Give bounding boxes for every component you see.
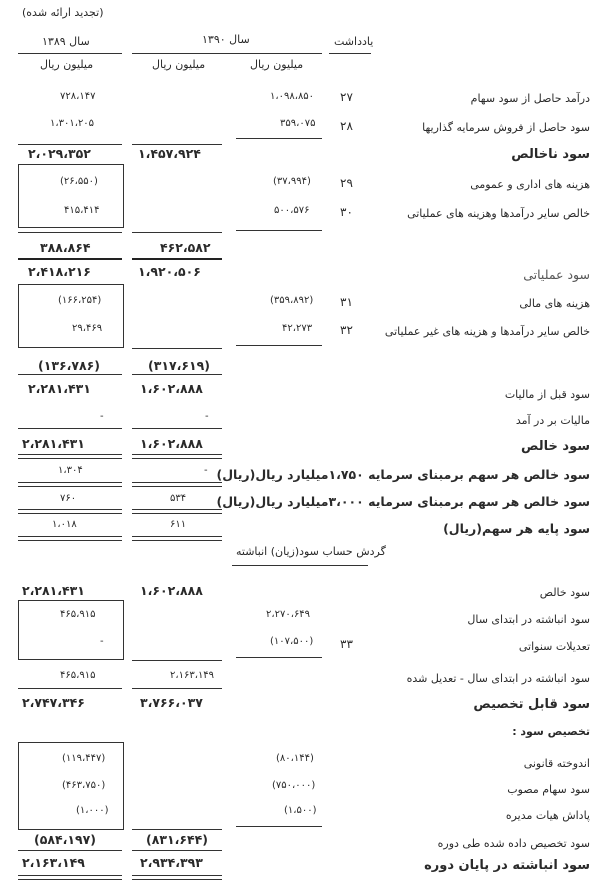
rule xyxy=(132,232,222,233)
row-label: خالص سایر درآمدها وهزینه های عملیاتی xyxy=(407,207,590,220)
rule xyxy=(132,374,222,375)
row-1390: ۳،۷۶۶،۰۳۷ xyxy=(140,695,203,710)
row-label: سود قبل از مالیات xyxy=(504,388,590,401)
row-label: اندوخته قانونی xyxy=(523,757,590,770)
row-label: هزینه های اداری و عمومی xyxy=(470,178,590,191)
row-1389: ۳۸۸،۸۶۴ xyxy=(40,240,91,255)
row-1390: ۱،۹۲۰،۵۰۶ xyxy=(138,264,201,279)
rule xyxy=(132,258,222,260)
row-detail: (۱،۵۰۰) xyxy=(284,805,317,816)
row-detail: (۷۵۰،۰۰۰) xyxy=(272,780,316,791)
double-rule xyxy=(18,536,122,541)
unit-detail-header: میلیون ریال xyxy=(250,58,304,71)
note-column-header: یادداشت xyxy=(334,35,374,48)
row-1389: ۱،۳۰۱،۲۰۵ xyxy=(50,118,95,129)
rule xyxy=(18,258,122,260)
row-1389: (۵۸۴،۱۹۷) xyxy=(34,832,96,847)
row-label: درآمد حاصل از سود سهام xyxy=(470,92,590,105)
year-1389-header-rule xyxy=(18,53,122,54)
row-1389: ۴۶۵،۹۱۵ xyxy=(60,609,96,620)
year-1390-header-rule xyxy=(132,53,322,54)
row-detail: ۵۰۰،۵۷۶ xyxy=(274,205,310,216)
row-detail: ۲،۲۷۰،۶۴۹ xyxy=(266,609,311,620)
rule xyxy=(18,850,122,851)
row-note: ۲۹ xyxy=(340,176,353,190)
row-label: سود انباشته در ابتدای سال xyxy=(467,613,590,626)
rule xyxy=(132,688,222,689)
row-1389: ۱،۰۱۸ xyxy=(52,519,77,530)
double-rule xyxy=(132,536,222,541)
row-1389: (۱۳۶،۷۸۶) xyxy=(38,358,100,373)
row-detail: (۳۷،۹۹۴) xyxy=(273,176,311,187)
row-label: سود سهام مصوب xyxy=(507,783,590,796)
row-1389: (۱،۰۰۰) xyxy=(76,805,109,816)
row-1390: ۲،۹۳۴،۳۹۳ xyxy=(140,855,203,870)
row-1389: - xyxy=(100,411,104,422)
row-detail: ۴۲،۲۷۳ xyxy=(282,323,313,334)
rule xyxy=(132,850,222,851)
double-rule xyxy=(18,482,122,487)
allocation-heading: تخصیص سود : xyxy=(512,725,590,738)
row-1390: ۱،۴۵۷،۹۲۴ xyxy=(138,146,201,161)
restated-note: (تجدید ارائه شده) xyxy=(22,6,104,19)
row-detail: (۸۰،۱۴۴) xyxy=(276,753,314,764)
row-detail: ۳۵۹،۰۷۵ xyxy=(280,118,316,129)
rule xyxy=(132,348,222,349)
row-detail: ۱،۰۹۸،۸۵۰ xyxy=(270,91,315,102)
row-1389: ۱،۳۰۴ xyxy=(58,465,83,476)
row-1390: ۵۳۴ xyxy=(170,493,187,504)
unit-1390-header: میلیون ریال xyxy=(152,58,206,71)
double-rule xyxy=(132,482,222,487)
row-label: سود انباشته در ابتدای سال - تعدیل شده xyxy=(406,672,590,685)
row-1390: - xyxy=(204,465,208,476)
row-detail: (۳۵۹،۸۹۲) xyxy=(270,295,314,306)
row-1390: ۴۶۲،۵۸۲ xyxy=(160,240,211,255)
retained-earnings-end-label: سود انباشته در پایان دوره xyxy=(424,858,590,873)
net-profit-label: سود خالص xyxy=(521,439,590,454)
double-rule xyxy=(132,509,222,514)
double-rule xyxy=(132,454,222,459)
subtotal-rule xyxy=(236,230,322,231)
retained-earnings-section-title: گردش حساب سود(زیان) انباشته xyxy=(236,545,386,558)
row-1389: ۲،۱۶۳،۱۴۹ xyxy=(22,855,85,870)
double-rule xyxy=(132,875,222,880)
rule xyxy=(18,428,122,429)
distributable-profit-label: سود قابل تخصیص xyxy=(473,697,590,712)
row-1389: ۲،۷۴۷،۳۴۶ xyxy=(22,695,85,710)
row-label: سود حاصل از فروش سرمایه گذاریها xyxy=(422,121,590,134)
unit-1389-header: میلیون ریال xyxy=(40,58,94,71)
row-label: مالیات بر در آمد xyxy=(515,414,590,427)
rule xyxy=(132,829,222,830)
row-1390: ۱،۶۰۲،۸۸۸ xyxy=(140,381,203,396)
row-1390: ۱،۶۰۲،۸۸۸ xyxy=(140,436,203,451)
row-1389: ۲،۴۱۸،۲۱۶ xyxy=(28,264,91,279)
double-rule xyxy=(18,875,122,880)
year-1390-header: سال ۱۳۹۰ xyxy=(202,33,250,46)
box-1389 xyxy=(18,284,124,348)
subtotal-rule xyxy=(236,826,322,827)
eps-1750-label: سود خالص هر سهم برمبنای سرمایه ۱،۷۵۰میلیارد ریال(ریال) xyxy=(216,467,590,482)
row-1390: ۱،۶۰۲،۸۸۸ xyxy=(140,583,203,598)
rule xyxy=(18,232,122,233)
row-1389: ۴۱۵،۴۱۴ xyxy=(64,205,100,216)
operating-profit-label: سود عملیاتی xyxy=(523,267,590,282)
rule xyxy=(18,688,122,689)
row-1389: ۴۶۵،۹۱۵ xyxy=(60,670,96,681)
row-label: سود خالص xyxy=(539,586,590,599)
row-note: ۲۸ xyxy=(340,119,353,133)
row-note: ۳۰ xyxy=(340,205,353,219)
row-label: پاداش هیات مدیره xyxy=(505,809,590,822)
row-1389: (۱۱۹،۴۴۷) xyxy=(62,753,106,764)
rule xyxy=(132,428,222,429)
row-label: سود تخصیص داده شده طی دوره xyxy=(437,837,590,850)
subtotal-rule xyxy=(236,657,322,658)
row-note: ۳۳ xyxy=(340,637,353,651)
row-note: ۳۲ xyxy=(340,323,353,337)
row-1389: ۲،۰۲۹،۳۵۲ xyxy=(28,146,91,161)
row-1389: ۷۶۰ xyxy=(60,493,77,504)
row-note: ۲۷ xyxy=(340,90,353,104)
double-rule xyxy=(18,454,122,459)
row-detail: (۱۰۷،۵۰۰) xyxy=(270,636,314,647)
row-1390: (۳۱۷،۶۱۹) xyxy=(148,358,210,373)
row-label: تعدیلات سنواتی xyxy=(518,640,590,653)
row-note: ۳۱ xyxy=(340,295,353,309)
gross-profit-label: سود ناخالص xyxy=(511,147,590,162)
eps-3000-label: سود خالص هر سهم برمبنای سرمایه ۳،۰۰۰میلیارد ریال(ریال) xyxy=(216,494,590,509)
row-1389: (۲۶،۵۵۰) xyxy=(60,176,98,187)
box-1389 xyxy=(18,164,124,228)
rule xyxy=(132,144,222,145)
note-header-rule xyxy=(329,53,371,54)
row-1390: - xyxy=(205,411,209,422)
rule xyxy=(18,374,122,375)
row-label: خالص سایر درآمدها و هزینه های غیر عملیاتی xyxy=(384,325,590,338)
double-rule xyxy=(18,509,122,514)
row-1390: ۶۱۱ xyxy=(170,519,187,530)
row-1389: ۷۲۸،۱۴۷ xyxy=(60,91,96,102)
year-1389-header: سال ۱۳۸۹ xyxy=(42,35,90,48)
row-1389: ۲،۲۸۱،۴۳۱ xyxy=(28,381,91,396)
subtotal-rule xyxy=(236,138,322,139)
row-1389: ۲،۲۸۱،۴۳۱ xyxy=(22,436,85,451)
row-1389: ۲،۲۸۱،۴۳۱ xyxy=(22,583,85,598)
row-1389: (۱۶۶،۲۵۴) xyxy=(58,295,102,306)
rule xyxy=(132,660,222,661)
row-label: هزینه های مالی xyxy=(519,297,590,310)
row-1390: ۲،۱۶۳،۱۴۹ xyxy=(170,670,215,681)
row-1390: (۸۳۱،۶۴۴) xyxy=(146,832,208,847)
subtotal-rule xyxy=(236,345,322,346)
row-1389: (۴۶۳،۷۵۰) xyxy=(62,780,106,791)
row-1389: - xyxy=(100,636,104,647)
rule xyxy=(18,144,122,145)
basic-eps-label: سود پایه هر سهم(ریال) xyxy=(443,521,590,536)
section-title-rule xyxy=(232,565,368,566)
row-1389: ۲۹،۴۶۹ xyxy=(72,323,103,334)
